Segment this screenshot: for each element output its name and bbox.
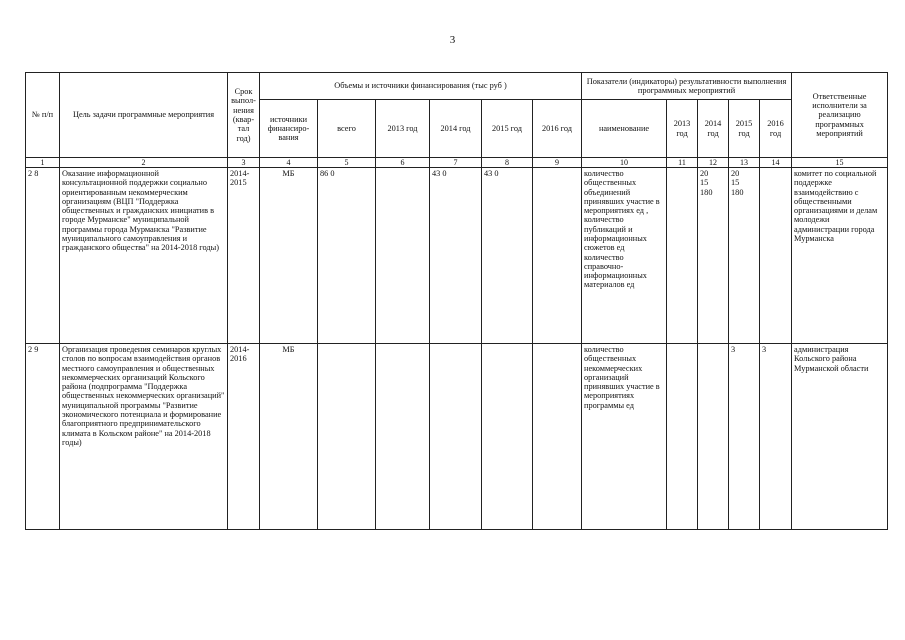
indicator-value: 20 bbox=[700, 169, 709, 178]
header-indicator-name: наименование bbox=[582, 100, 667, 158]
column-number: 12 bbox=[698, 158, 729, 168]
row-2013 bbox=[376, 344, 430, 530]
row-number: 2 8 bbox=[26, 168, 60, 344]
column-number: 2 bbox=[60, 158, 228, 168]
header-term: Срок выпол-нения (квар-тал год) bbox=[228, 73, 260, 158]
row-2014 bbox=[430, 344, 482, 530]
column-number: 8 bbox=[482, 158, 533, 168]
column-number: 14 bbox=[760, 158, 792, 168]
header-goal: Цель задачи программные мероприятия bbox=[60, 73, 228, 158]
column-number: 13 bbox=[729, 158, 760, 168]
header-funding-group: Объемы и источники финансирования (тыс руб ) bbox=[260, 73, 582, 100]
row-indicator-2013 bbox=[667, 168, 698, 344]
row-funding-source: МБ bbox=[260, 168, 318, 344]
indicator-value: 180 bbox=[731, 187, 744, 197]
row-responsible: администрация Кольского района Мурманской области bbox=[792, 344, 888, 530]
row-2016 bbox=[533, 168, 582, 344]
header-indicator-2014: 2014 год bbox=[698, 100, 729, 158]
row-indicator-2013 bbox=[667, 344, 698, 530]
row-2015 bbox=[482, 344, 533, 530]
header-2015: 2015 год bbox=[482, 100, 533, 158]
column-number: 9 bbox=[533, 158, 582, 168]
row-2016 bbox=[533, 344, 582, 530]
header-indicator-2015: 2015 год bbox=[729, 100, 760, 158]
program-activities-table bbox=[25, 72, 888, 530]
page-number: 3 bbox=[449, 34, 456, 46]
column-number: 11 bbox=[667, 158, 698, 168]
row-number: 2 9 bbox=[26, 344, 60, 530]
column-number: 10 bbox=[582, 158, 667, 168]
indicator-value: 180 bbox=[700, 187, 713, 197]
column-number: 7 bbox=[430, 158, 482, 168]
row-total bbox=[318, 344, 376, 530]
row-indicator-2015 bbox=[729, 344, 760, 530]
column-number-row bbox=[26, 158, 888, 168]
table-row bbox=[26, 168, 888, 344]
header-funding-source: источники финансиро-вания bbox=[260, 100, 318, 158]
column-number: 15 bbox=[792, 158, 888, 168]
column-number: 6 bbox=[376, 158, 430, 168]
row-indicator-2014 bbox=[698, 168, 729, 344]
row-indicator: количество общественных объединений принявших участие в мероприятиях ед , количество публикаций и информационных сюжетов ед количество справочно-информационных материалов ед bbox=[582, 168, 667, 344]
row-indicator-2014 bbox=[698, 344, 729, 530]
header-total: всего bbox=[318, 100, 376, 158]
header-indicators-group: Показатели (индикаторы) результативности выполнения программных мероприятий bbox=[582, 73, 792, 100]
column-number: 1 bbox=[26, 158, 60, 168]
row-responsible: комитет по социальной поддержке взаимодействию с общественными организациями и делам молодежи администрации города Мурманска bbox=[792, 168, 888, 344]
column-number: 4 bbox=[260, 158, 318, 168]
row-2015: 43 0 bbox=[482, 168, 533, 344]
row-2013 bbox=[376, 168, 430, 344]
row-total: 86 0 bbox=[318, 168, 376, 344]
row-indicator-2016: 3 bbox=[760, 344, 792, 530]
column-number: 5 bbox=[318, 158, 376, 168]
row-term: 2014-2016 bbox=[228, 344, 260, 530]
indicator-value: 15 bbox=[700, 178, 709, 188]
header-2013: 2013 год bbox=[376, 100, 430, 158]
row-indicator: количество общественных некоммерческих организаций принявших участие в мероприятиях программы ед bbox=[582, 344, 667, 530]
table-row bbox=[26, 344, 888, 530]
header-2014: 2014 год bbox=[430, 100, 482, 158]
header-indicator-2016: 2016 год bbox=[760, 100, 792, 158]
header-indicator-2013: 2013 год bbox=[667, 100, 698, 158]
indicator-value: 15 bbox=[731, 178, 740, 188]
row-funding-source: МБ bbox=[260, 344, 318, 530]
row-indicator-2016 bbox=[760, 168, 792, 344]
header-num: № п/п bbox=[26, 73, 60, 158]
column-number: 3 bbox=[228, 158, 260, 168]
row-goal: Организация проведения семинаров круглых столов по вопросам взаимодействия органов местного самоуправления и общественных некоммерческих организаций Кольского района (подпрограмма "Поддержка общественных некоммерческих организаций" муниципальной программы "Развитие экономического потенциала и формирование благоприятного предпринимательского климата в Кольском районе" на 2014-2018 годы) bbox=[60, 344, 228, 530]
indicator-value: 3 bbox=[731, 345, 736, 354]
header-2016: 2016 год bbox=[533, 100, 582, 158]
row-term: 2014-2015 bbox=[228, 168, 260, 344]
indicator-value: 20 bbox=[731, 169, 740, 178]
row-2014: 43 0 bbox=[430, 168, 482, 344]
row-goal: Оказание информационной консультационной поддержки социально ориентированным некоммерческим организациям (ВЦП "Поддержка общественных и гражданских инициатив в городе Мурманске" муниципальной программы города Мурманска "Развитие муниципального самоуправления и гражданского общества" на 2014-2018 годы) bbox=[60, 168, 228, 344]
row-indicator-2015 bbox=[729, 168, 760, 344]
header-responsible: Ответственные исполнители за реализацию программных мероприятий bbox=[792, 73, 888, 158]
